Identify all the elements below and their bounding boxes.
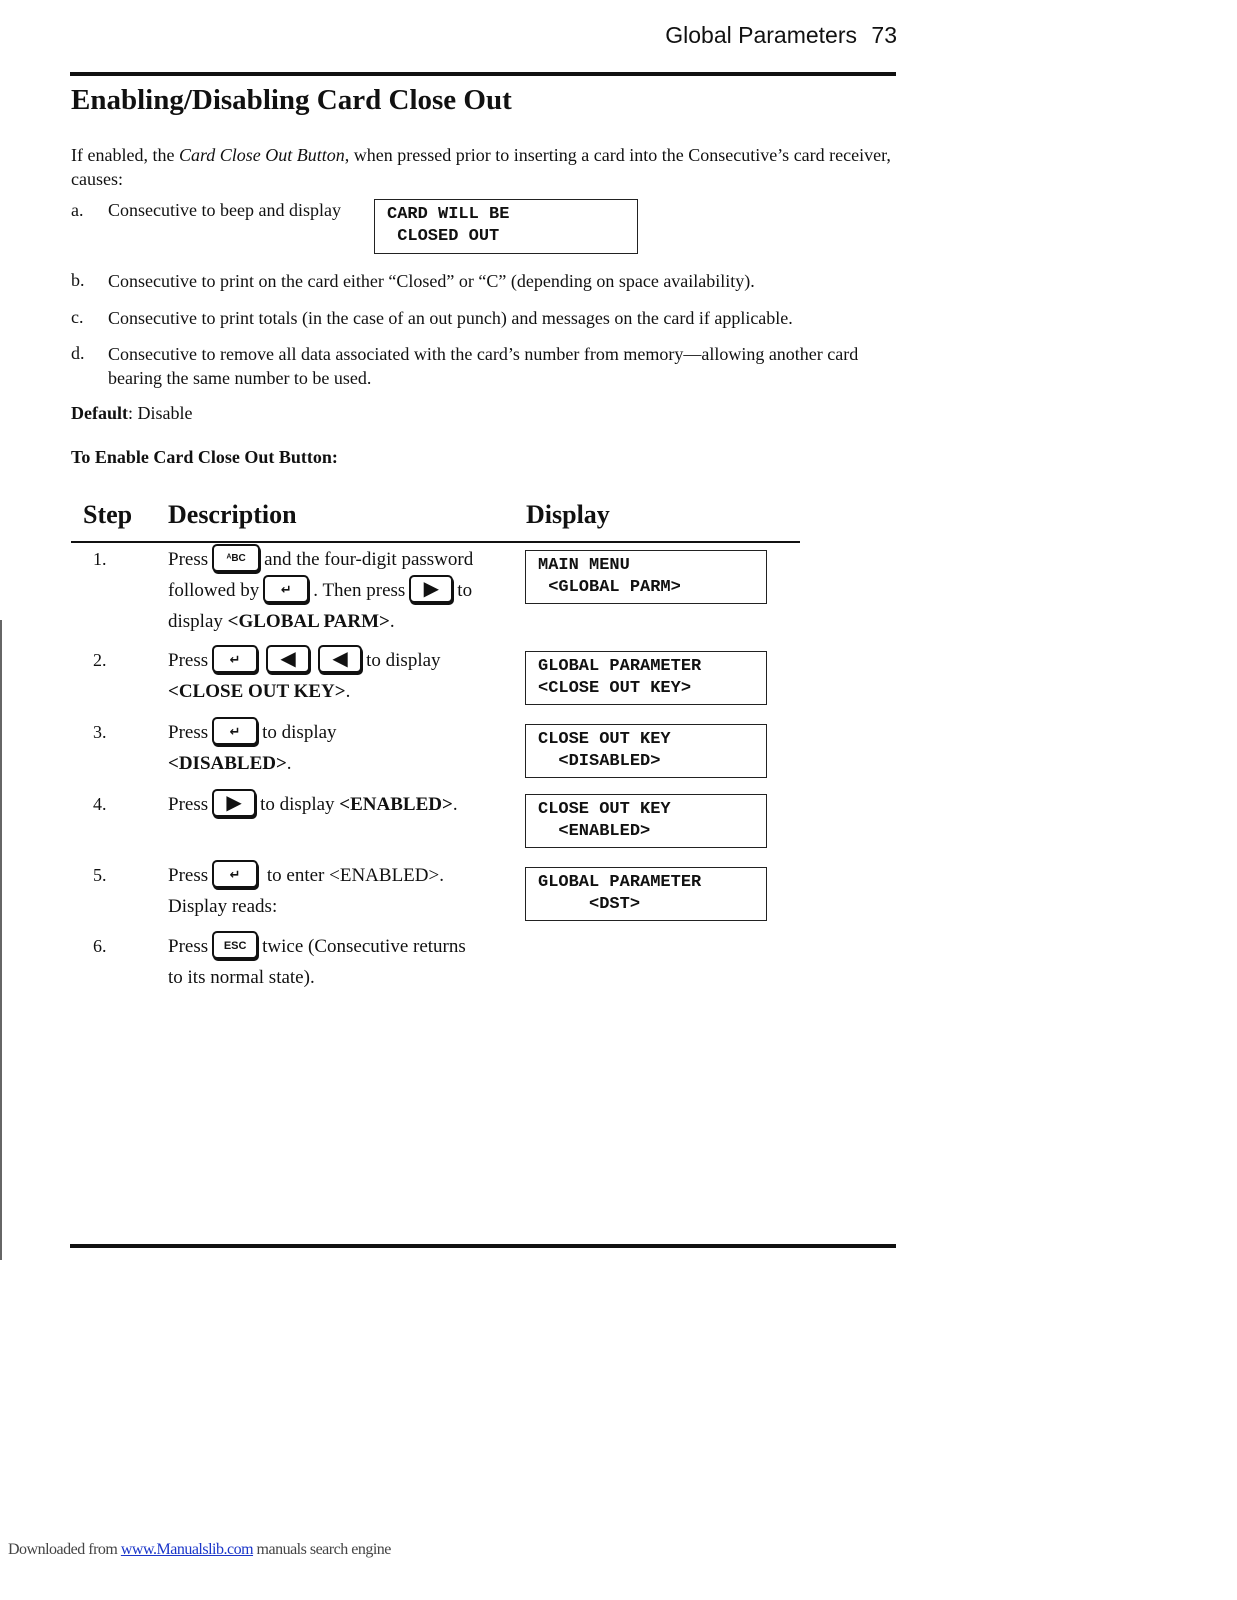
left-arrow-key-icon: ◀ [266, 645, 310, 673]
step-4-text-2: <ENABLED> [339, 794, 453, 815]
scan-edge [0, 620, 2, 1260]
step-3-press: Press [168, 722, 209, 743]
item-c-letter: c. [71, 307, 84, 327]
step-1-description [168, 544, 508, 637]
enable-heading: To Enable Card Close Out Button: [71, 447, 338, 467]
enter-key-icon: ↵ [212, 717, 258, 745]
step-2-description [168, 645, 508, 707]
item-d-letter: d. [71, 343, 85, 363]
step-5-description [168, 860, 508, 922]
step-1-text-4: to [457, 580, 473, 601]
intro-before: If enabled, the [71, 145, 179, 165]
abc-key-icon: ᴬBC [212, 544, 260, 572]
intro-after: , when pressed prior to inserting a card into the Consecutive’s card receiver, causes: [71, 145, 891, 189]
step-1-text-3: . Then press [313, 580, 406, 601]
right-arrow-key-icon: ▶ [212, 789, 256, 817]
step-6-press: Press [168, 936, 209, 957]
step-5-press: Press [168, 865, 209, 886]
enter-key-icon: ↵ [212, 860, 258, 888]
table-header-step: Step [83, 500, 133, 529]
download-footer [8, 1541, 391, 1559]
running-header-title: Global Parameters [665, 22, 857, 48]
step-2-press: Press [168, 650, 209, 671]
step-6-number: 6. [93, 936, 107, 956]
step-4-number: 4. [93, 794, 107, 814]
step-5-text-2: <ENABLED> [329, 865, 440, 886]
table-header-description: Description [168, 500, 297, 529]
footer-rule [70, 1244, 896, 1248]
item-a-text: Consecutive to beep and display [108, 200, 341, 220]
footer-suffix: manuals search engine [253, 1541, 391, 1558]
step-5-text-3: . [439, 865, 444, 886]
header-rule [70, 72, 896, 76]
step-3-description [168, 717, 508, 779]
step-2-number: 2. [93, 650, 107, 670]
step-3-text-1: to display [262, 722, 337, 743]
page-number: 73 [871, 22, 897, 48]
step-2-text-2: <CLOSE OUT KEY> [168, 681, 346, 702]
default-value: : Disable [128, 403, 193, 423]
item-b-letter: b. [71, 270, 85, 290]
step-1-press: Press [168, 549, 209, 570]
step-1-text-5: display [168, 611, 228, 632]
step-5-text-1: to enter [262, 865, 330, 886]
step-4-text-1: to display [260, 794, 340, 815]
item-a-display: CARD WILL BE CLOSED OUT [374, 199, 638, 254]
step-3-text-3: . [286, 753, 292, 774]
esc-key-icon: ESC [212, 931, 258, 959]
step-5-number: 5. [93, 865, 107, 885]
manualslib-link[interactable]: www.Manualslib.com [120, 1541, 254, 1558]
step-1-text-6: <GLOBAL PARM> [227, 611, 390, 632]
step-1-display: MAIN MENU <GLOBAL PARM> [525, 550, 767, 604]
step-3-text-2: <DISABLED> [168, 753, 287, 774]
section-heading: Enabling/Disabling Card Close Out [71, 84, 512, 116]
step-6-description [168, 931, 508, 993]
intro-paragraph [71, 143, 901, 191]
enter-key-icon: ↵ [212, 645, 258, 673]
intro-emphasis: Card Close Out Button [178, 145, 345, 165]
step-4-display: CLOSE OUT KEY <ENABLED> [525, 794, 767, 848]
step-4-text-3: . [452, 794, 458, 815]
left-arrow-key-icon: ◀ [318, 645, 362, 673]
item-b-text: Consecutive to print on the card either “Closed” or “C” (depending on space availability). [108, 271, 755, 291]
item-d-text: Consecutive to remove all data associated with the card’s number from memory—allowing another card bearing the same number to be used. [108, 344, 859, 388]
step-4-press: Press [168, 794, 209, 815]
footer-prefix: Downloaded from [8, 1541, 121, 1558]
step-2-text-1: to display [366, 650, 441, 671]
item-c-text: Consecutive to print totals (in the case of an out punch) and messages on the card if applicable. [108, 308, 793, 328]
table-rule [71, 541, 800, 543]
item-a-letter: a. [71, 200, 84, 220]
default-label: Default [71, 403, 128, 423]
default-line [71, 401, 193, 425]
step-5-text-4: Display reads: [168, 896, 278, 917]
step-1-text-1: and the four-digit password [264, 549, 474, 570]
step-1-text-2: followed by [168, 580, 260, 601]
right-arrow-key-icon: ▶ [409, 575, 453, 603]
step-3-number: 3. [93, 722, 107, 742]
table-header-display: Display [526, 500, 610, 529]
step-4-description [168, 789, 508, 820]
step-2-text-3: . [345, 681, 351, 702]
enter-key-icon: ↵ [263, 575, 309, 603]
step-3-display: CLOSE OUT KEY <DISABLED> [525, 724, 767, 778]
step-2-display: GLOBAL PARAMETER <CLOSE OUT KEY> [525, 651, 767, 705]
step-6-text-1: twice (Consecutive returns [262, 936, 466, 957]
step-1-number: 1. [93, 549, 107, 569]
step-6-text-2: to its normal state). [168, 967, 315, 988]
step-5-display: GLOBAL PARAMETER <DST> [525, 867, 767, 921]
step-1-text-7: . [389, 611, 395, 632]
